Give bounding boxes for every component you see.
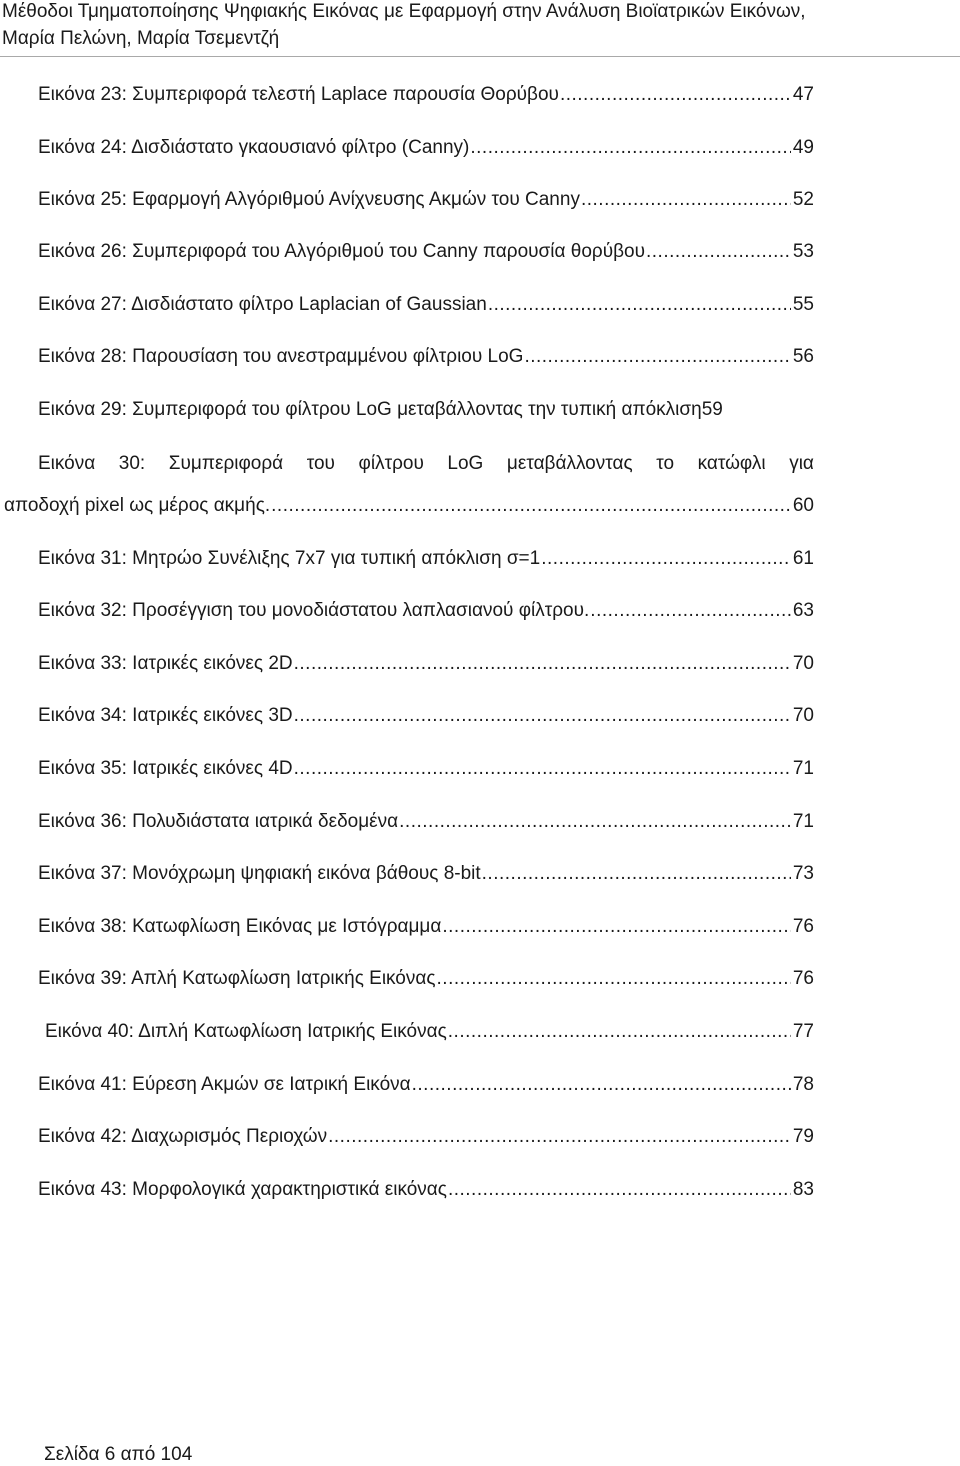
toc-entry[interactable]	[38, 1179, 814, 1209]
toc-entry-page: 59	[701, 399, 723, 420]
toc-entry-page: 52	[792, 189, 814, 210]
toc-entry-page: 70	[792, 653, 814, 674]
toc-entry[interactable]	[38, 916, 814, 946]
toc-entry[interactable]	[45, 1021, 814, 1051]
dot-leader	[294, 653, 791, 675]
toc-entry-page: 73	[792, 863, 814, 884]
dot-leader	[482, 863, 791, 885]
toc-entry-label: Εικόνα 38: Κατωφλίωση Εικόνας με Ιστόγραμμα	[38, 916, 442, 937]
toc-entry-page: 71	[792, 811, 814, 832]
toc-entry-page: 53	[792, 241, 814, 262]
toc-entry[interactable]	[38, 346, 814, 376]
toc-entry[interactable]	[38, 1074, 814, 1104]
dot-leader	[581, 189, 791, 211]
dot-leader	[294, 758, 791, 780]
toc-word: LoG	[447, 453, 484, 474]
toc-entry-page: 71	[792, 758, 814, 779]
toc-entry[interactable]	[38, 548, 814, 578]
toc-entry-page: 56	[792, 346, 814, 367]
toc-entry-label: αποδοχή pixel ως μέρος ακμής.	[4, 495, 271, 516]
toc-entry-label: Εικόνα 34: Ιατρικές εικόνες 3D	[38, 705, 293, 726]
toc-entry[interactable]	[38, 84, 814, 114]
dot-leader	[412, 1074, 791, 1096]
toc-entry-page: 47	[792, 84, 814, 105]
dot-leader	[442, 916, 790, 938]
toc-word: 30:	[118, 453, 146, 474]
toc-entry-label: Εικόνα 27: Δισδιάστατο φίλτρο Laplacian of Gaussian	[38, 294, 487, 315]
toc-entry-page: 83	[792, 1179, 814, 1200]
toc-word: μεταβάλλοντας	[506, 453, 633, 474]
toc-entry[interactable]	[38, 705, 814, 735]
toc-word: κατώφλι	[697, 453, 766, 474]
toc-word: το	[656, 453, 675, 474]
toc-entry-label: Εικόνα 28: Παρουσίαση του ανεστραμμένου φίλτριου LoG	[38, 346, 524, 367]
toc-entry-label: Εικόνα 33: Ιατρικές εικόνες 2D	[38, 653, 293, 674]
toc-entry[interactable]	[38, 863, 814, 893]
header-authors: Μαρία Πελώνη, Μαρία Τσεμεντζή	[2, 28, 280, 49]
toc-entry[interactable]	[38, 294, 814, 324]
dot-leader	[590, 600, 791, 622]
toc-entry[interactable]	[38, 758, 814, 788]
toc-entry[interactable]	[38, 189, 814, 219]
toc-entry-label: Εικόνα 35: Ιατρικές εικόνες 4D	[38, 758, 293, 779]
toc-word: του	[306, 453, 335, 474]
toc-entry-page: 61	[792, 548, 814, 569]
running-header	[0, 0, 960, 57]
toc-entry-page: 78	[792, 1074, 814, 1095]
header-title: Μέθοδοι Τμηματοποίησης Ψηφιακής Εικόνας με Εφαρμογή στην Ανάλυση Βιοϊατρικών Εικόνων,	[2, 1, 806, 22]
dot-leader	[328, 1126, 791, 1148]
toc-entry[interactable]	[38, 1126, 814, 1156]
toc-entry[interactable]	[38, 137, 814, 167]
toc-entry[interactable]	[38, 241, 814, 271]
toc-entry[interactable]	[38, 600, 814, 630]
toc-entry-label: Εικόνα 26: Συμπεριφορά του Αλγόριθμού του Canny παρουσία θορύβου	[38, 241, 645, 262]
toc-entry[interactable]	[38, 653, 814, 683]
toc-entry[interactable]	[38, 399, 814, 429]
dot-leader	[399, 811, 791, 833]
dot-leader	[560, 84, 791, 106]
dot-leader	[448, 1021, 791, 1043]
toc-entry-page: 55	[792, 294, 814, 315]
dot-leader	[448, 1179, 791, 1201]
toc-entry-label: Εικόνα 31: Μητρώο Συνέλιξης 7x7 για τυπική απόκλιση σ=1	[38, 548, 541, 569]
dot-leader	[541, 548, 791, 570]
toc-entry-page: 79	[792, 1126, 814, 1147]
toc-entry-page: 60	[792, 495, 814, 516]
toc-entry-line1[interactable]	[38, 453, 814, 475]
toc-word: για	[789, 453, 814, 474]
toc-entry-label: Εικόνα 42: Διαχωρισμός Περιοχών	[38, 1126, 328, 1147]
dot-leader	[437, 968, 791, 990]
toc-entry-page: 70	[792, 705, 814, 726]
toc-entry-page: 76	[792, 968, 814, 989]
dot-leader	[294, 705, 791, 727]
toc-entry-label: Εικόνα 39: Απλή Κατωφλίωση Ιατρικής Εικόνας	[38, 968, 436, 989]
toc-entry-label: Εικόνα 32: Προσέγγιση του μονοδιάστατου λαπλασιανού φίλτρου.	[38, 600, 590, 621]
toc-entry-page: 77	[792, 1021, 814, 1042]
toc-entry-label: Εικόνα 36: Πολυδιάστατα ιατρικά δεδομένα	[38, 811, 399, 832]
toc-entry-line2[interactable]	[4, 495, 814, 525]
toc-entry-label: Εικόνα 37: Μονόχρωμη ψηφιακή εικόνα βάθους 8-bit	[38, 863, 481, 884]
toc-entry-label: Εικόνα 25: Εφαρμογή Αλγόριθμού Ανίχνευσης Ακμών του Canny	[38, 189, 580, 210]
page-footer: Σελίδα 6 από 104	[44, 1444, 193, 1465]
dot-leader	[470, 137, 791, 159]
toc-entry-page: 76	[792, 916, 814, 937]
dot-leader	[646, 241, 791, 263]
toc-entry-page: 63	[792, 600, 814, 621]
toc-entry-label: Εικόνα 24: Δισδιάστατο γκαουσιανό φίλτρο (Canny)	[38, 137, 470, 158]
toc-entry-label: Εικόνα 23: Συμπεριφορά τελεστή Laplace παρουσία Θορύβου	[38, 84, 559, 105]
toc-entry[interactable]	[38, 811, 814, 841]
dot-leader	[271, 495, 791, 517]
toc-word: Συμπεριφορά	[168, 453, 284, 474]
toc-entry-label: Εικόνα 40: Διπλή Κατωφλίωση Ιατρικής Εικόνας	[45, 1021, 447, 1042]
dot-leader	[488, 294, 791, 316]
toc-word: φίλτρου	[358, 453, 424, 474]
toc-entry-label: Εικόνα 43: Μορφολογικά χαρακτηριστικά εικόνας	[38, 1179, 447, 1200]
toc-entry-page: 49	[792, 137, 814, 158]
toc-entry[interactable]	[38, 968, 814, 998]
toc-entry-label: Εικόνα 41: Εύρεση Ακμών σε Ιατρική Εικόνα	[38, 1074, 411, 1095]
toc-word: Εικόνα	[38, 453, 96, 474]
dot-leader	[524, 346, 790, 368]
toc-entry-label: Εικόνα 29: Συμπεριφορά του φίλτρου LoG μεταβάλλοντας την τυπική απόκλιση	[38, 399, 702, 420]
